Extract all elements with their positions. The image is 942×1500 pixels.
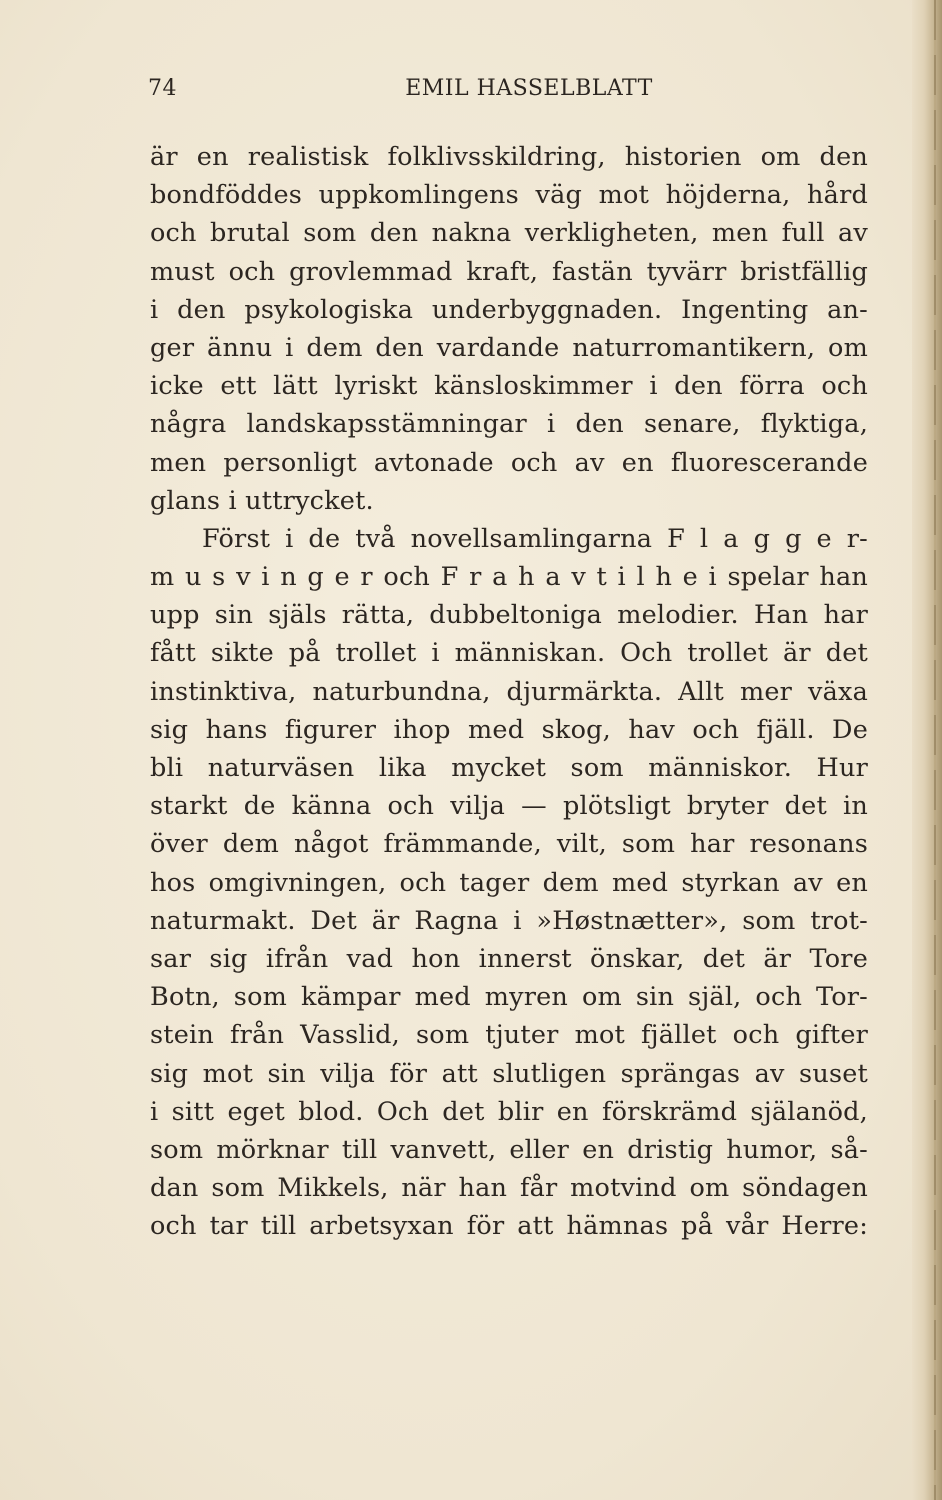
text-line: stein från Vasslid, som tjuter mot fjället och gifter bbox=[150, 1020, 868, 1051]
text-line: Först i de två novellsamlingarna F l a g g e r- bbox=[202, 523, 868, 554]
text-line: över dem något främmande, vilt, som har resonans bbox=[150, 829, 868, 860]
text-line: bli naturväsen lika mycket som människor. Hur bbox=[150, 753, 868, 783]
text-line: must och grovlemmad kraft, fastän tyvärr bristfällig bbox=[150, 256, 868, 287]
text-line: fått sikte på trollet i människan. Och trollet är det bbox=[150, 638, 868, 669]
text-line: och brutal som den nakna verkligheten, men full av bbox=[150, 218, 868, 249]
page-number: 74 bbox=[148, 76, 177, 101]
text-line: Botn, som kämpar med myren om sin själ, och Tor- bbox=[150, 982, 868, 1013]
text-line: bondföddes uppkomlingens väg mot höjderna, hård bbox=[150, 180, 868, 211]
text-line: m u s v i n g e r och F r a h a v t i l h e i spelar han bbox=[150, 562, 868, 593]
running-title: EMIL HASSELBLATT bbox=[405, 76, 653, 101]
text-line: instinktiva, naturbundna, djurmärkta. Allt mer växa bbox=[150, 676, 868, 707]
text-line: upp sin själs rätta, dubbeltoniga melodier. Han har bbox=[150, 600, 868, 631]
text-line: sig hans figurer ihop med skog, hav och fjäll. De bbox=[150, 714, 868, 745]
text-line: sar sig ifrån vad hon innerst önskar, det är Tore bbox=[150, 943, 868, 974]
text-line: starkt de känna och vilja — plötsligt bryter det in bbox=[150, 791, 868, 822]
text-line: hos omgivningen, och tager dem med styrkan av en bbox=[150, 867, 868, 898]
text-line: i den psykologiska underbyggnaden. Ingenting an- bbox=[150, 294, 868, 325]
text-line: några landskapsstämningar i den senare, flyktiga, bbox=[150, 409, 868, 440]
text-line: och tar till arbetsyxan för att hämnas på vår Herre: bbox=[150, 1211, 868, 1242]
text-line: naturmakt. Det är Ragna i »Høstnætter», som trot- bbox=[150, 905, 868, 936]
text-line: ger ännu i dem den vardande naturromantikern, om bbox=[150, 332, 868, 363]
body-text bbox=[150, 138, 868, 1245]
text-line: icke ett lätt lyriskt känsloskimmer i den förra och bbox=[150, 371, 868, 402]
page-edge bbox=[912, 0, 942, 1500]
text-line: är en realistisk folklivsskildring, historien om den bbox=[150, 142, 868, 172]
text-line: sig mot sin vilja för att slutligen sprängas av suset bbox=[150, 1058, 868, 1089]
text-line: glans i uttrycket. bbox=[150, 485, 374, 516]
text-line: dan som Mikkels, när han får motvind om söndagen bbox=[150, 1173, 868, 1204]
text-line: men personligt avtonade och av en fluorescerande bbox=[150, 447, 868, 478]
page-header bbox=[148, 76, 870, 110]
text-line: i sitt eget blod. Och det blir en förskrämd själanöd, bbox=[150, 1096, 868, 1127]
text-line: som mörknar till vanvett, eller en dristig humor, så- bbox=[150, 1134, 868, 1165]
